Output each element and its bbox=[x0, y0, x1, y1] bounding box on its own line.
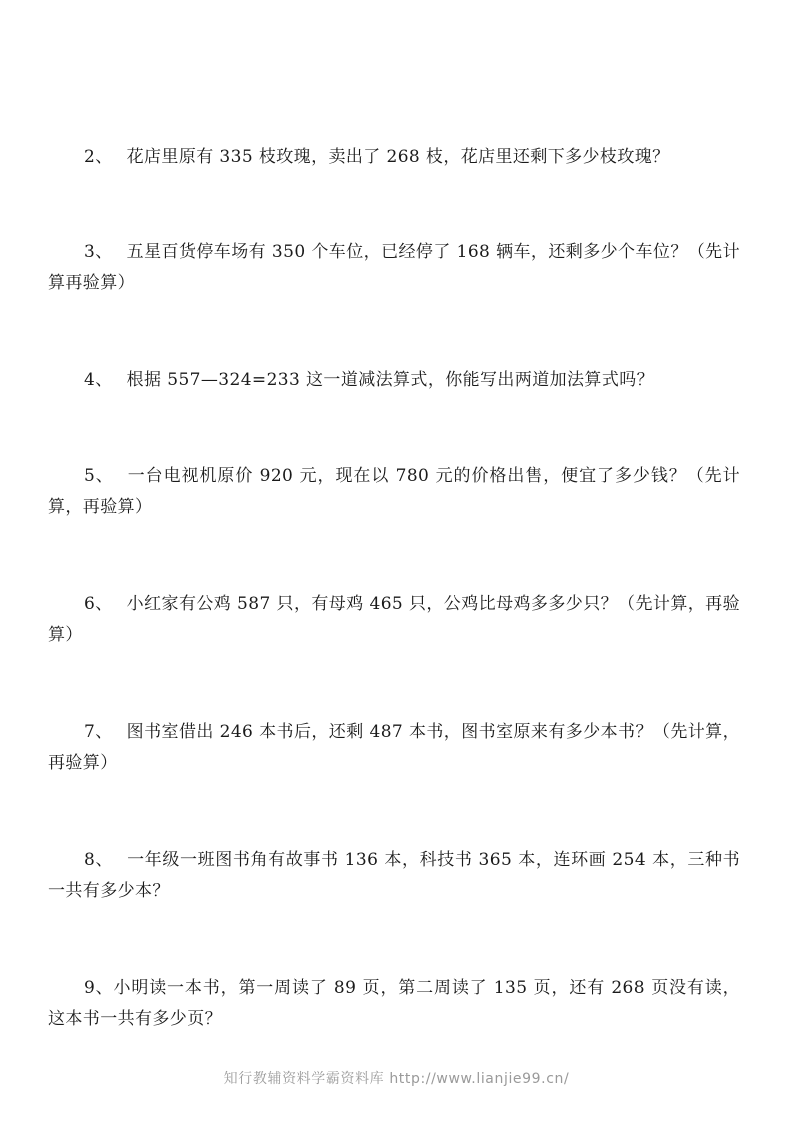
problem-4 bbox=[48, 365, 740, 396]
problem-text: 小明读一本书，第一周读了 89 页，第二周读了 135 页，还有 268 页没有读，这本书一共有多少页？ bbox=[48, 978, 740, 1029]
problem-number: 4、 bbox=[84, 370, 113, 390]
problem-5 bbox=[48, 461, 740, 523]
problem-text: 根据 557—324=233 这一道减法算式，你能写出两道加法算式吗？ bbox=[126, 370, 655, 390]
problem-number: 9、 bbox=[84, 978, 114, 998]
problem-number: 8、 bbox=[84, 850, 114, 870]
problem-3 bbox=[48, 237, 740, 299]
problem-8 bbox=[48, 845, 740, 907]
problem-number: 7、 bbox=[84, 722, 113, 742]
problem-text: 一台电视机原价 920 元，现在以 780 元的价格出售，便宜了多少钱？（先计算，再验算） bbox=[48, 466, 741, 517]
problem-text: 图书室借出 246 本书后，还剩 487 本书，图书室原来有多少本书？（先计算，再验算） bbox=[48, 722, 740, 773]
problem-text: 一年级一班图书角有故事书 136 本，科技书 365 本，连环画 254 本，三种书一共有多少本？ bbox=[48, 850, 740, 901]
problem-text: 花店里原有 335 枝玫瑰，卖出了 268 枝，花店里还剩下多少枝玫瑰？ bbox=[126, 147, 670, 167]
problem-text: 五星百货停车场有 350 个车位，已经停了 168 辆车，还剩多少个车位？（先计算再验算） bbox=[48, 242, 740, 293]
problem-7 bbox=[48, 717, 740, 779]
problem-text: 小红家有公鸡 587 只，有母鸡 465 只，公鸡比母鸡多多少只？（先计算，再验算） bbox=[48, 594, 740, 645]
problem-number: 3、 bbox=[84, 242, 113, 262]
problem-2 bbox=[48, 142, 740, 173]
problem-6 bbox=[48, 589, 740, 651]
footer-watermark: 知行教辅资料学霸资料库 http://www.lianjie99.cn/ bbox=[223, 1071, 570, 1087]
problem-number: 2、 bbox=[84, 147, 113, 167]
problem-number: 6、 bbox=[84, 594, 113, 614]
problem-9 bbox=[48, 973, 740, 1035]
problem-number: 5、 bbox=[84, 466, 114, 486]
